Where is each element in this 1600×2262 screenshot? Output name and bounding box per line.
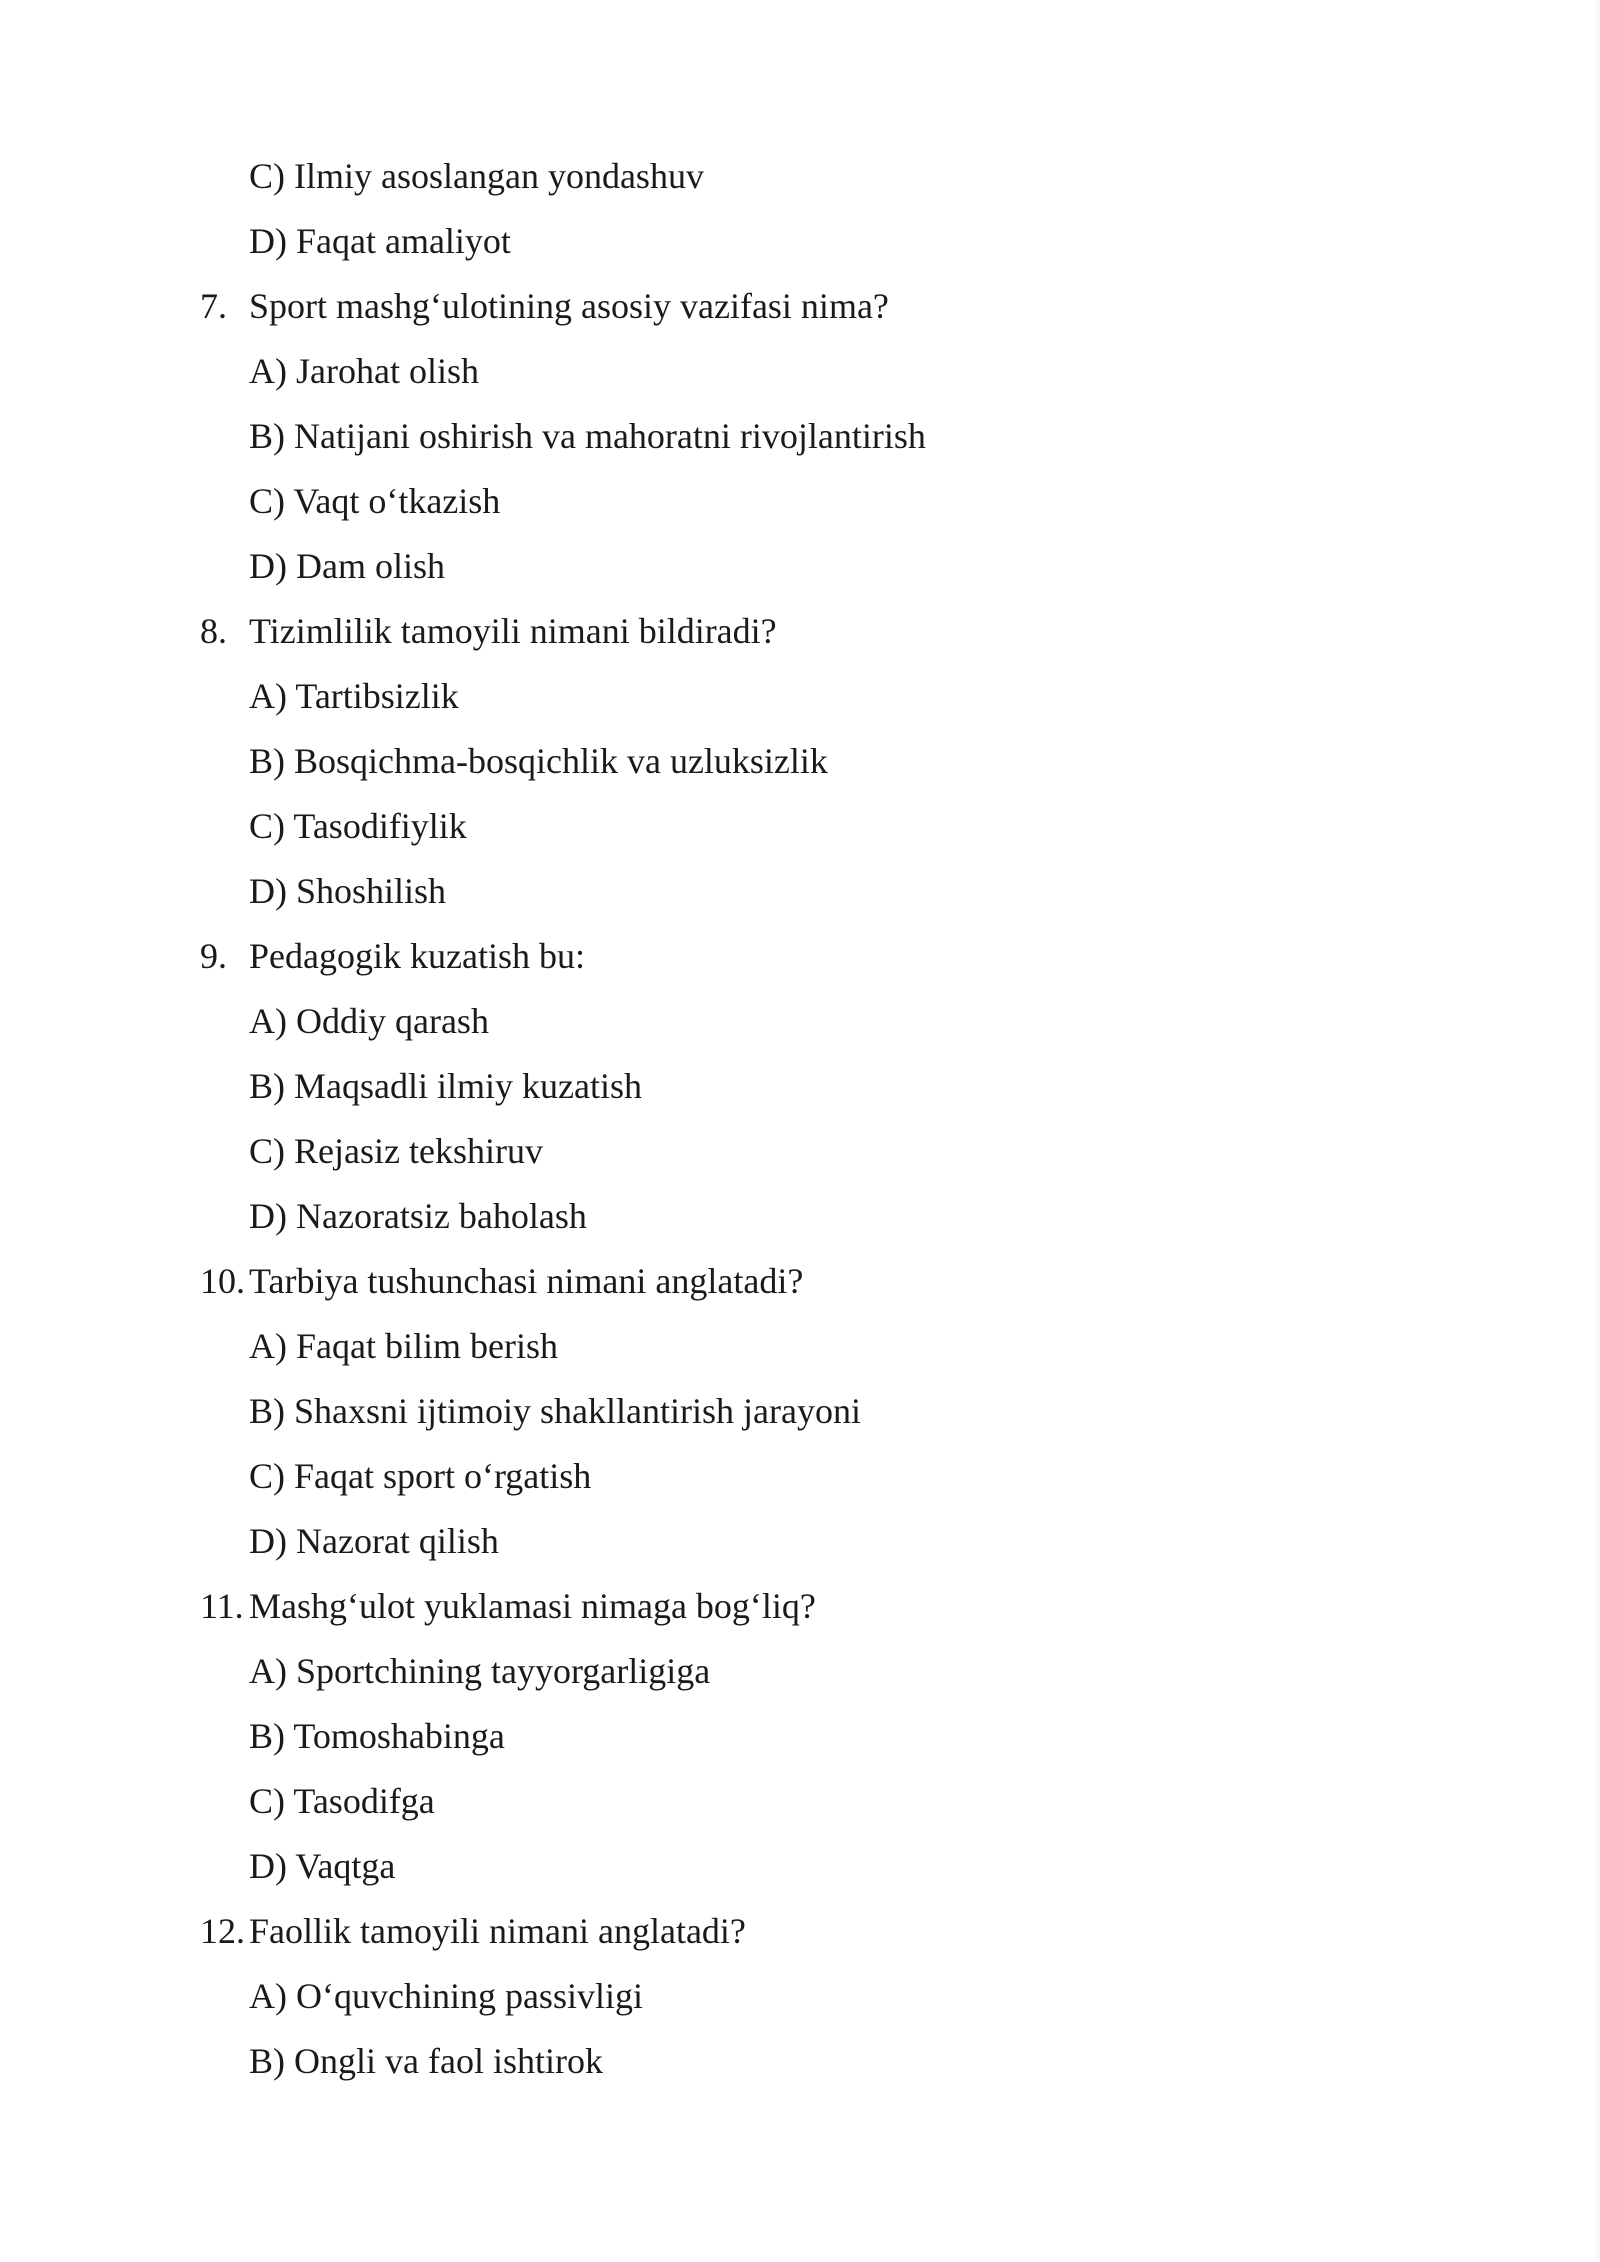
option-text: C) Vaqt o‘tkazish [249,481,501,521]
option-line [0,1058,1600,1123]
option-text: C) Ilmiy asoslangan yondashuv [249,156,704,196]
option-line [0,473,1600,538]
option-line [0,148,1600,213]
option-text: A) Faqat bilim berish [249,1326,558,1366]
question-text: Faollik tamoyili nimani anglatadi? [249,1911,746,1951]
option-line [0,1318,1600,1383]
option-line [0,863,1600,928]
option-line [0,538,1600,603]
question-number: 8. [200,611,227,651]
option-text: B) Maqsadli ilmiy kuzatish [249,1066,642,1106]
option-line [0,993,1600,1058]
question-10 [0,1253,1600,1318]
option-line [0,1838,1600,1903]
question-text: Tarbiya tushunchasi nimani anglatadi? [249,1261,804,1301]
option-text: C) Tasodifiylik [249,806,467,846]
quiz-list [0,148,1600,2098]
option-line [0,2033,1600,2098]
option-line [0,1773,1600,1838]
option-line [0,1123,1600,1188]
option-text: A) Jarohat olish [249,351,479,391]
option-text: D) Nazorat qilish [249,1521,499,1561]
option-text: D) Faqat amaliyot [249,221,511,261]
option-line [0,1383,1600,1448]
question-7 [0,278,1600,343]
option-line [0,668,1600,733]
option-line [0,408,1600,473]
question-number: 10. [200,1261,245,1301]
option-line [0,1513,1600,1578]
option-text: C) Faqat sport o‘rgatish [249,1456,592,1496]
option-text: D) Shoshilish [249,871,447,911]
option-text: A) Oddiy qarash [249,1001,489,1041]
question-number: 12. [200,1911,245,1951]
option-text: B) Shaxsni ijtimoiy shakllantirish jarayoni [249,1391,861,1431]
question-number: 11. [200,1586,244,1626]
option-line [0,798,1600,863]
question-number: 7. [200,286,227,326]
question-text: Tizimlilik tamoyili nimani bildiradi? [249,611,777,651]
question-text: Pedagogik kuzatish bu: [249,936,585,976]
option-text: D) Vaqtga [249,1846,396,1886]
option-text: A) Sportchining tayyorgarligiga [249,1651,711,1691]
option-line [0,1188,1600,1253]
question-12 [0,1903,1600,1968]
option-line [0,733,1600,798]
option-text: A) O‘quvchining passivligi [249,1976,643,2016]
option-line [0,1643,1600,1708]
question-number: 9. [200,936,227,976]
option-text: B) Ongli va faol ishtirok [249,2041,603,2081]
question-text: Sport mashg‘ulotining asosiy vazifasi nima? [249,286,889,326]
option-line [0,213,1600,278]
question-11 [0,1578,1600,1643]
option-text: A) Tartibsizlik [249,676,459,716]
option-text: C) Tasodifga [249,1781,435,1821]
option-text: B) Bosqichma-bosqichlik va uzluksizlik [249,741,828,781]
option-text: D) Nazoratsiz baholash [249,1196,587,1236]
option-line [0,1708,1600,1773]
question-8 [0,603,1600,668]
option-text: B) Tomoshabinga [249,1716,505,1756]
option-text: C) Rejasiz tekshiruv [249,1131,543,1171]
option-text: D) Dam olish [249,546,445,586]
question-9 [0,928,1600,993]
option-line [0,1968,1600,2033]
question-text: Mashg‘ulot yuklamasi nimaga bog‘liq? [249,1586,816,1626]
option-text: B) Natijani oshirish va mahoratni rivojlantirish [249,416,926,456]
option-line [0,343,1600,408]
option-line [0,1448,1600,1513]
